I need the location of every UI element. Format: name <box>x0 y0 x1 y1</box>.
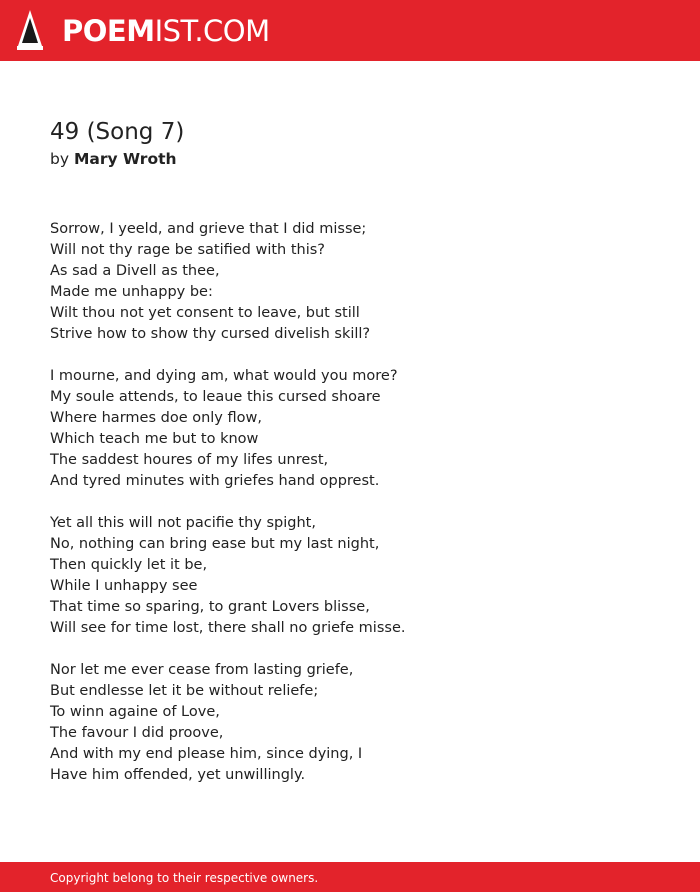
pen-nib-icon[interactable] <box>16 9 44 51</box>
author-name: Mary Wroth <box>73 150 177 168</box>
poem-line: That time so sparing, to grant Lovers blisse, <box>50 599 370 615</box>
poem-line: Sorrow, I yeeld, and grieve that I did misse; <box>50 221 367 237</box>
stanza <box>50 660 670 786</box>
byline <box>50 149 177 169</box>
stanza <box>50 513 670 639</box>
poem-line: Wilt thou not yet consent to leave, but still <box>50 305 360 321</box>
header-bar <box>0 0 700 61</box>
stanza <box>50 366 670 492</box>
brand-light: IST.COM <box>154 14 270 48</box>
poem-line: To winn againe of Love, <box>50 704 220 720</box>
poem-line: And with my end please him, since dying, I <box>50 746 363 762</box>
poem-line: Nor let me ever cease from lasting griefe, <box>50 662 354 678</box>
poem-title: 49 (Song 7) <box>50 119 185 145</box>
copyright-text: Copyright belong to their respective owners. <box>50 871 319 885</box>
poem-line: Strive how to show thy cursed divelish skill? <box>50 326 371 342</box>
poem-line: But endlesse let it be without reliefe; <box>50 683 319 699</box>
poem-body <box>50 219 670 807</box>
poem-line: The favour I did proove, <box>50 725 224 741</box>
poem-line: Then quickly let it be, <box>50 557 208 573</box>
poem-line: Yet all this will not pacifie thy spight, <box>50 515 316 531</box>
poem-line: And tyred minutes with griefes hand opprest. <box>50 473 380 489</box>
poem-line: The saddest houres of my lifes unrest, <box>50 452 329 468</box>
brand-bold: POEM <box>62 14 155 48</box>
poem-line: Will not thy rage be satified with this? <box>50 242 325 258</box>
poem-line: While I unhappy see <box>50 578 198 594</box>
poem-line: Have him offended, yet unwillingly. <box>50 767 306 783</box>
poem-line: Will see for time lost, there shall no griefe misse. <box>50 620 406 636</box>
footer-bar <box>0 862 700 892</box>
site-logo-text[interactable] <box>62 14 270 48</box>
poem-line: No, nothing can bring ease but my last night, <box>50 536 380 552</box>
poem-line: Where harmes doe only flow, <box>50 410 262 426</box>
poem-line: As sad a Divell as thee, <box>50 263 220 279</box>
poem-line: Which teach me but to know <box>50 431 259 447</box>
poem-line: I mourne, and dying am, what would you more? <box>50 368 398 384</box>
by-label: by <box>50 150 70 168</box>
poem-line: Made me unhappy be: <box>50 284 213 300</box>
poem-line: My soule attends, to leaue this cursed shoare <box>50 389 381 405</box>
stanza <box>50 219 670 345</box>
